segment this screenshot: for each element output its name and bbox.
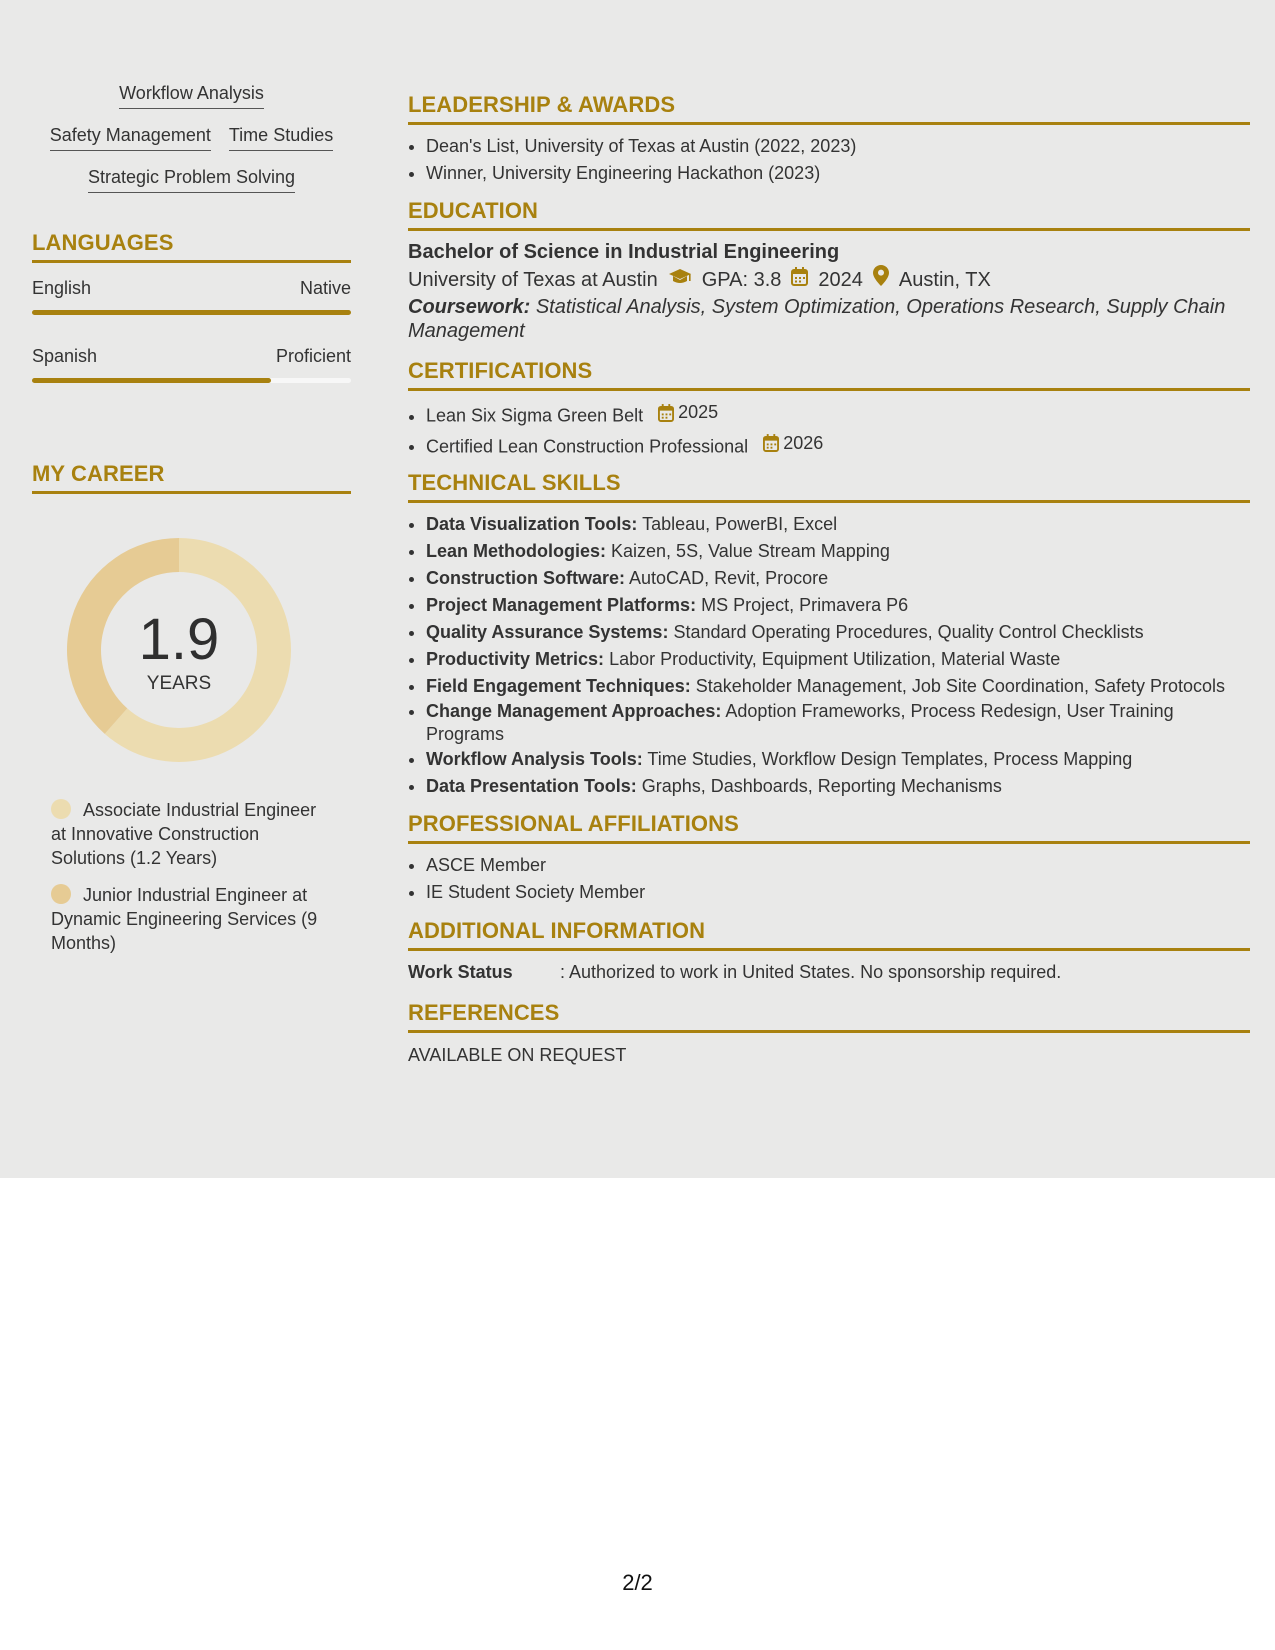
skill-category: Data Visualization Tools: xyxy=(426,514,638,534)
left-column xyxy=(32,82,351,968)
career-legend-item xyxy=(51,798,336,870)
skill-values: AutoCAD, Revit, Procore xyxy=(629,568,829,588)
section-title: ADDITIONAL INFORMATION xyxy=(408,918,1250,951)
skill-values: Tableau, PowerBI, Excel xyxy=(642,514,838,534)
school-location: Austin, TX xyxy=(898,269,991,291)
skill-values: Kaizen, 5S, Value Stream Mapping xyxy=(611,541,890,561)
skill-category: Quality Assurance Systems: xyxy=(426,622,669,642)
calendar-icon xyxy=(763,434,779,452)
career-legend xyxy=(51,798,336,955)
certifications-section xyxy=(408,358,1250,460)
skill-category: Data Presentation Tools: xyxy=(426,776,637,796)
career-legend-label: Associate Industrial Engineer at Innovative Construction Solutions (1.2 Years) xyxy=(51,800,317,868)
skill-category: Field Engagement Techniques: xyxy=(426,676,691,696)
section-title: LEADERSHIP & AWARDS xyxy=(408,92,1250,125)
cert-year: 2025 xyxy=(678,402,719,422)
section-title: MY CAREER xyxy=(32,461,351,494)
references-section xyxy=(408,1000,1250,1066)
skill-category: Workflow Analysis Tools: xyxy=(426,749,643,769)
language-bar-fill xyxy=(32,310,351,315)
section-title: LANGUAGES xyxy=(32,230,351,263)
skill-tags xyxy=(32,82,351,193)
info-key: Work Status xyxy=(408,962,513,982)
career-legend-item xyxy=(51,883,336,955)
education-section xyxy=(408,198,1250,343)
cert-date xyxy=(658,399,718,426)
info-value: : Authorized to work in United States. No sponsorship required. xyxy=(560,962,1062,982)
technical-skills-list xyxy=(408,511,1250,800)
skill-category: Construction Software: xyxy=(426,568,626,588)
technical-skill-item xyxy=(426,700,1250,746)
skill-values: Standard Operating Procedures, Quality Control Checklists xyxy=(673,622,1144,642)
language-bar xyxy=(32,310,351,315)
section-title: PROFESSIONAL AFFILIATIONS xyxy=(408,811,1250,844)
languages-section xyxy=(32,230,351,383)
legend-dot xyxy=(51,884,71,904)
skill-values: MS Project, Primavera P6 xyxy=(701,595,909,615)
section-title: CERTIFICATIONS xyxy=(408,358,1250,391)
degree-title: Bachelor of Science in Industrial Engineering xyxy=(408,241,840,263)
list-item xyxy=(426,430,1250,461)
technical-skills-section xyxy=(408,470,1250,800)
language-name: Spanish xyxy=(32,346,98,366)
language-item xyxy=(32,345,351,383)
technical-skill-item xyxy=(426,746,1250,773)
skill-values: Stakeholder Management, Job Site Coordination, Safety Protocols xyxy=(695,676,1226,696)
list-item: • Dean's List, University of Texas at Austin (2022, 2023) xyxy=(426,133,1250,160)
calendar-icon xyxy=(658,404,674,422)
legend-dot xyxy=(51,799,71,819)
technical-skill-item xyxy=(426,538,1250,565)
cert-date xyxy=(763,430,823,457)
leadership-section xyxy=(408,92,1250,187)
list-item xyxy=(426,399,1250,430)
section-title: REFERENCES xyxy=(408,1000,1250,1033)
cert-name: Certified Lean Construction Professional xyxy=(426,436,749,456)
language-level: Native xyxy=(299,278,351,298)
skill-values: Labor Productivity, Equipment Utilization, Material Waste xyxy=(609,649,1061,669)
calendar-icon xyxy=(791,265,808,295)
coursework xyxy=(408,295,1250,343)
language-item xyxy=(32,277,351,315)
section-title: EDUCATION xyxy=(408,198,1250,231)
skill-tag: Strategic Problem Solving xyxy=(88,166,295,193)
technical-skill-item xyxy=(426,511,1250,538)
skill-values: Graphs, Dashboards, Reporting Mechanisms xyxy=(641,776,1002,796)
career-total-unit: YEARS xyxy=(146,673,212,694)
skill-tag: Workflow Analysis xyxy=(119,82,264,109)
skill-category: Project Management Platforms: xyxy=(426,595,697,615)
list-item: • ASCE Member xyxy=(426,852,1250,879)
language-level: Proficient xyxy=(275,346,351,366)
cert-year: 2026 xyxy=(783,432,824,453)
technical-skill-item xyxy=(426,619,1250,646)
skill-values: Adoption Frameworks, Process Redesign, User Training Programs xyxy=(426,701,1174,744)
school-name: University of Texas at Austin xyxy=(408,269,658,291)
career-section xyxy=(32,461,351,955)
technical-skill-item xyxy=(426,673,1250,700)
skill-tag: Safety Management xyxy=(50,124,211,151)
technical-skill-item xyxy=(426,773,1250,800)
language-name: English xyxy=(32,278,92,298)
skill-tag-row xyxy=(32,82,351,109)
technical-skill-item xyxy=(426,565,1250,592)
skill-category: Productivity Metrics: xyxy=(426,649,605,669)
additional-info-section xyxy=(408,918,1250,983)
gpa: GPA: 3.8 xyxy=(701,269,782,291)
language-bar xyxy=(32,378,351,383)
info-row xyxy=(408,961,1250,983)
graduation-year: 2024 xyxy=(818,269,863,291)
skill-category: Lean Methodologies: xyxy=(426,541,606,561)
career-total-value: 1.9 xyxy=(138,607,220,672)
language-bar-fill xyxy=(32,378,271,383)
list-item: • Winner, University Engineering Hackathon (2023) xyxy=(426,160,1250,187)
right-column xyxy=(408,92,1250,1066)
skill-category: Change Management Approaches: xyxy=(426,701,722,721)
cert-name: Lean Six Sigma Green Belt xyxy=(426,405,644,426)
list-item: • IE Student Society Member xyxy=(426,879,1250,906)
page-number: 2/2 xyxy=(622,1570,653,1595)
graduation-cap-icon xyxy=(668,265,692,295)
section-title: TECHNICAL SKILLS xyxy=(408,470,1250,503)
skill-values: Time Studies, Workflow Design Templates, Process Mapping xyxy=(647,749,1133,769)
career-legend-label: Junior Industrial Engineer at Dynamic Engineering Services (9 Months) xyxy=(51,885,318,953)
education-details xyxy=(408,265,1250,295)
skill-tag-row xyxy=(32,166,351,193)
affiliations-section xyxy=(408,811,1250,906)
technical-skill-item xyxy=(426,592,1250,619)
coursework-label: Coursework: xyxy=(408,296,531,318)
technical-skill-item xyxy=(426,646,1250,673)
career-donut-chart xyxy=(67,538,291,762)
map-pin-icon xyxy=(873,265,889,295)
coursework-list: Statistical Analysis, System Optimization, Operations Research, Supply Chain Management xyxy=(408,296,1226,342)
skill-tag: Time Studies xyxy=(229,124,333,151)
references-text: AVAILABLE ON REQUEST xyxy=(408,1045,627,1065)
skill-tag-row xyxy=(32,124,351,151)
